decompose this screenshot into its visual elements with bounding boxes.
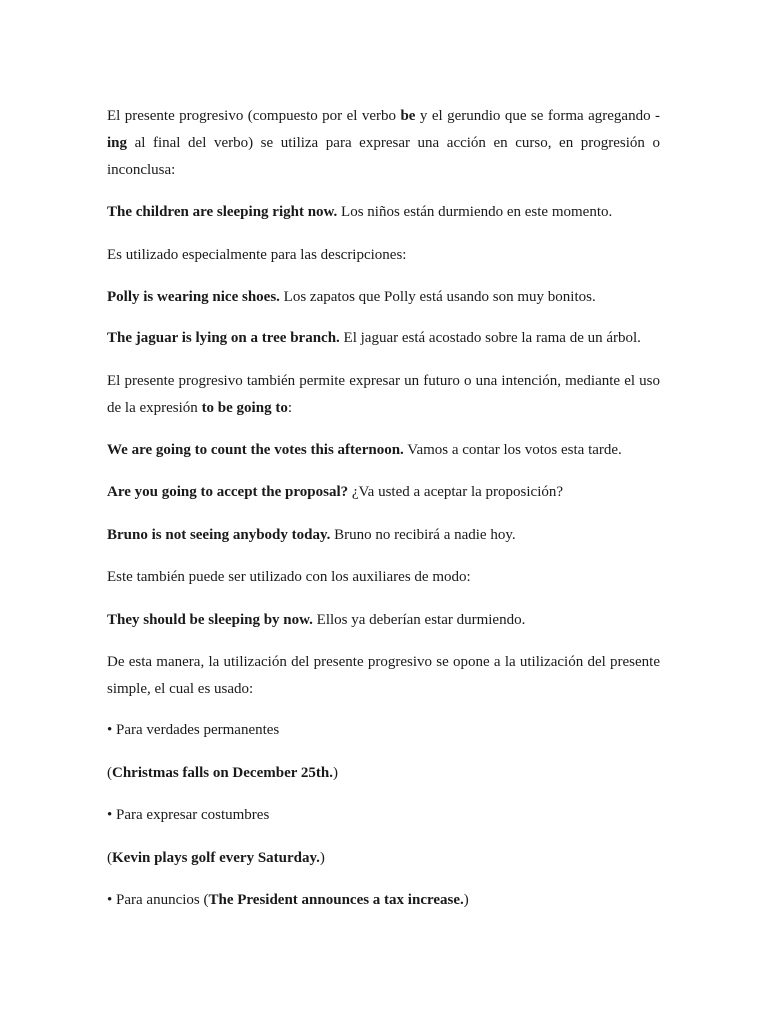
intro-line-1 — [107, 103, 660, 130]
text-run: El presente progresivo (compuesto por el verbo — [107, 108, 401, 124]
example-votes — [107, 437, 660, 464]
example-english: We are going to count the votes this afternoon. — [107, 442, 404, 458]
intro-line-3: inconclusa: — [107, 162, 176, 178]
bullet-announcements — [107, 887, 660, 914]
example-spanish: Bruno no recibirá a nadie hoy. — [330, 527, 516, 543]
bullet-icon: • — [107, 892, 113, 908]
paragraph-future — [107, 368, 660, 422]
bullet-icon: • — [107, 722, 113, 738]
example-children — [107, 199, 660, 226]
example-kevin — [107, 845, 660, 872]
example-jaguar — [107, 325, 660, 352]
intro-line-2 — [107, 130, 660, 157]
text-run: Este también puede ser utilizado con los auxiliares de modo: — [107, 569, 471, 585]
bullet-customs — [107, 802, 660, 829]
bold-term: to be going to — [201, 400, 288, 416]
text-run: de la expresión — [107, 400, 202, 416]
example-proposal — [107, 479, 660, 506]
paragraph-descriptions — [107, 242, 660, 269]
paren-close: ) — [332, 765, 338, 781]
example-english: The jaguar is lying on a tree branch. — [107, 330, 340, 346]
example-bruno — [107, 522, 660, 549]
example-polly — [107, 284, 660, 311]
example-sleeping — [107, 607, 660, 634]
example-english: The President announces a tax increase. — [208, 892, 464, 908]
bullet-text: Para verdades permanentes — [112, 722, 280, 738]
paren-close: ) — [463, 892, 469, 908]
example-christmas — [107, 760, 660, 787]
example-spanish: Ellos ya deberían estar durmiendo. — [312, 612, 526, 628]
bullet-text: Para expresar costumbres — [112, 807, 270, 823]
text-run: : — [287, 400, 292, 416]
future-line-2 — [107, 395, 660, 422]
paragraph-intro — [107, 103, 660, 184]
paren-close: ) — [319, 850, 325, 866]
simple-line-1: De esta manera, la utilización del presente progresivo se opone a la utilización del presente — [107, 654, 660, 670]
paragraph-simple — [107, 649, 660, 703]
example-english: Polly is wearing nice shoes. — [107, 289, 280, 305]
example-spanish: ¿Va usted a aceptar la proposición? — [348, 484, 564, 500]
text-run: y el gerundio que se forma agregando - — [415, 108, 660, 124]
future-line-1: El presente progresivo también permite expresar un futuro o una intención, mediante el uso — [107, 373, 660, 389]
text-run: al final del verbo) se utiliza para expresar una acción en curso, en progresión o — [127, 135, 660, 151]
bullet-permanent — [107, 717, 660, 744]
example-english: The children are sleeping right now. — [107, 204, 338, 220]
bullet-icon: • — [107, 807, 113, 823]
example-english: They should be sleeping by now. — [107, 612, 313, 628]
text-run: Es utilizado especialmente para las descripciones: — [107, 247, 407, 263]
bold-term: be — [400, 108, 416, 124]
paragraph-modal — [107, 564, 660, 591]
paren-open: ( — [107, 765, 112, 781]
example-english: Christmas falls on December 25th. — [112, 765, 333, 781]
example-spanish: Vamos a contar los votos esta tarde. — [403, 442, 622, 458]
bold-term: ing — [107, 135, 128, 151]
example-english: Bruno is not seeing anybody today. — [107, 527, 331, 543]
example-spanish: El jaguar está acostado sobre la rama de un árbol. — [339, 330, 641, 346]
example-english: Are you going to accept the proposal? — [107, 484, 349, 500]
example-spanish: Los niños están durmiendo en este momento. — [337, 204, 613, 220]
example-english: Kevin plays golf every Saturday. — [112, 850, 320, 866]
simple-line-2: simple, el cual es usado: — [107, 681, 254, 697]
paren-open: ( — [107, 850, 112, 866]
example-spanish: Los zapatos que Polly está usando son muy bonitos. — [279, 289, 596, 305]
bullet-text: Para anuncios ( — [112, 892, 209, 908]
